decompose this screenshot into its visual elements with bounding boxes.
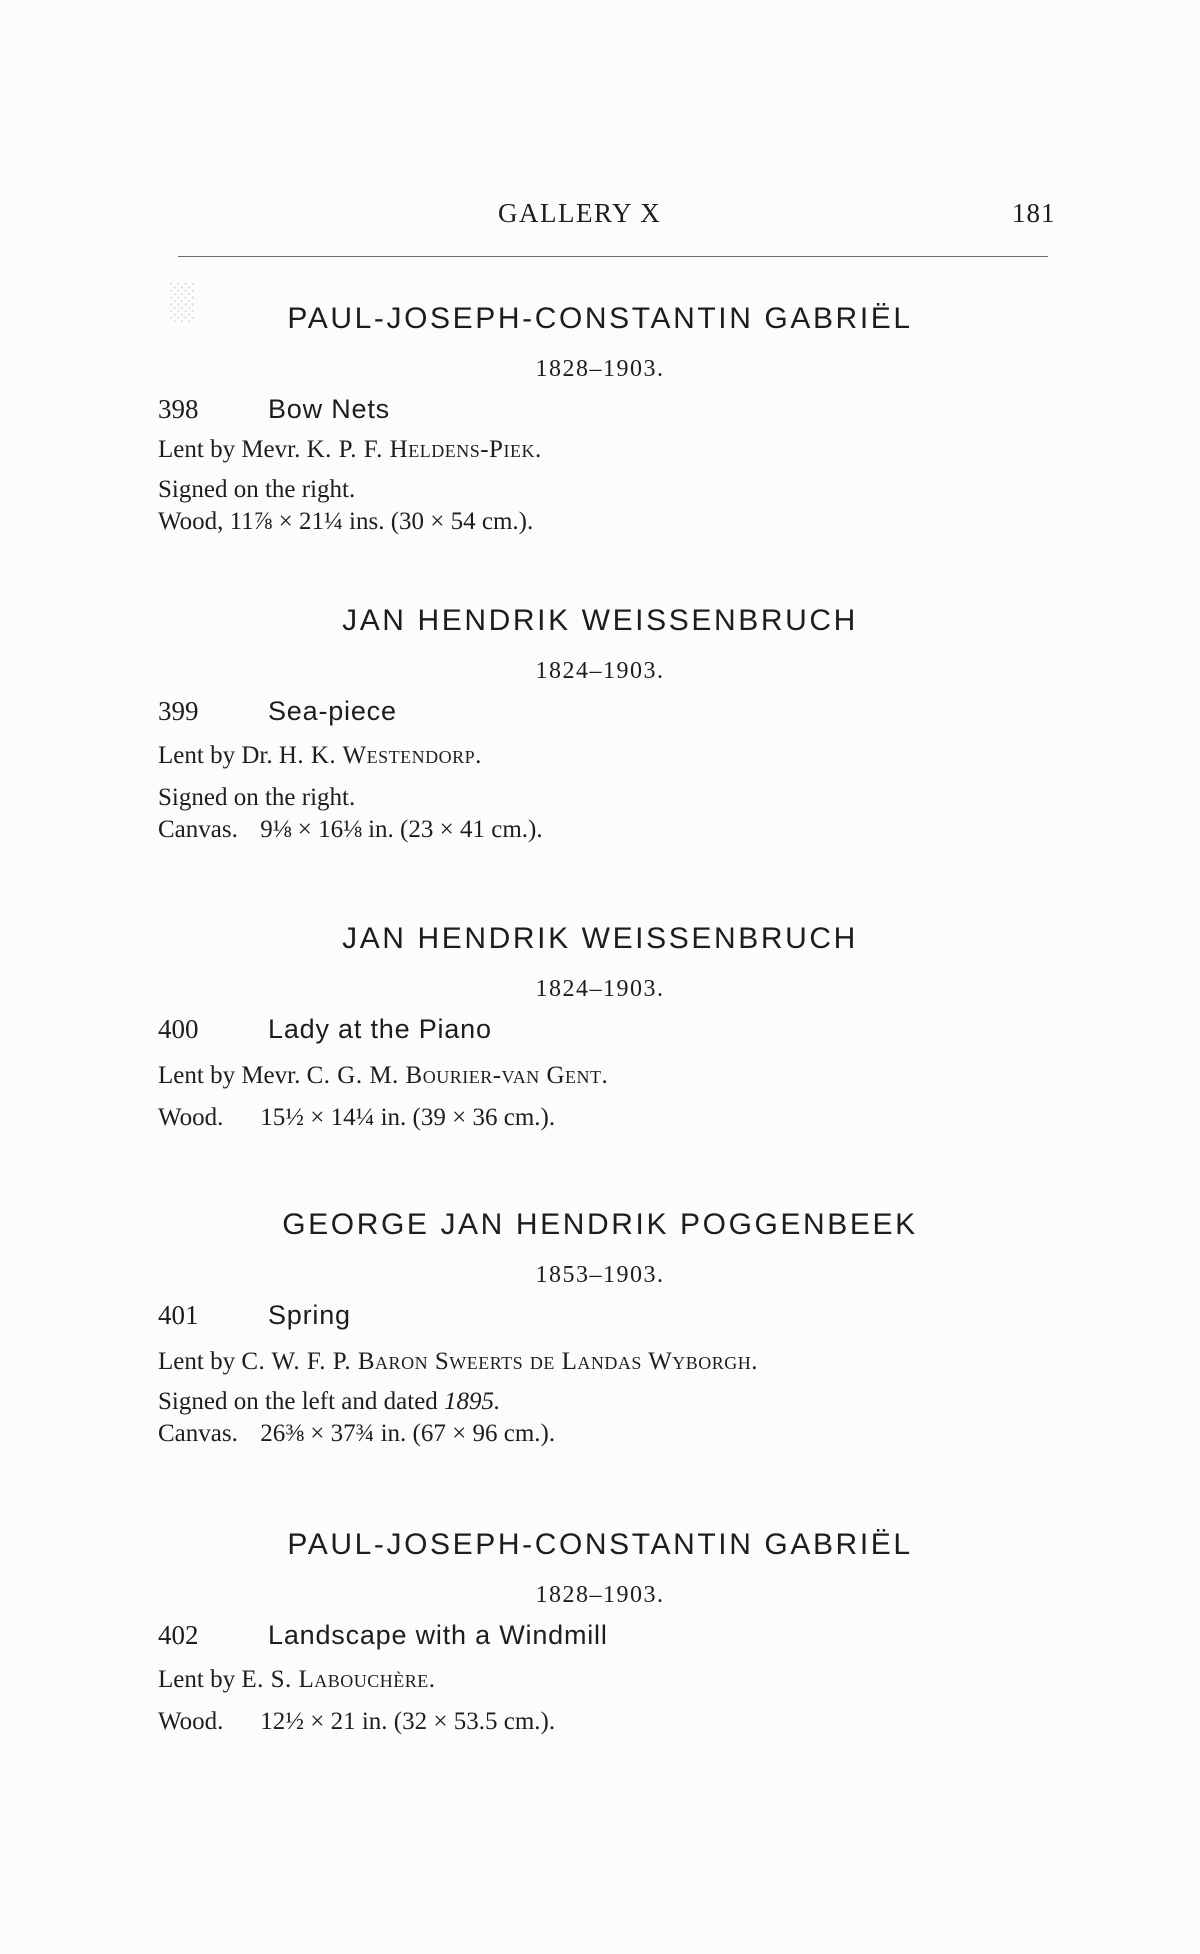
lender-name: C. W. F. P. Baron Sweerts de Landas Wyborgh. (241, 1348, 759, 1375)
catalogue-number: 398 (158, 394, 199, 424)
lender-line (158, 1348, 758, 1376)
lent-prefix: Lent by Dr. (158, 742, 273, 769)
signature-note: Signed on the right. (158, 784, 356, 811)
signature-prefix: Signed on the left and dated (158, 1388, 438, 1415)
lender-line (158, 1666, 436, 1694)
medium: Wood. (158, 1708, 224, 1735)
running-title: GALLERY X (498, 198, 662, 228)
medium: Wood, (158, 508, 224, 535)
artist-dates: 1828–1903. (535, 1582, 665, 1608)
artist-dates: 1824–1903. (535, 658, 665, 684)
lent-prefix: Lent by (158, 1666, 236, 1693)
lender-name: E. S. Labouchère. (241, 1666, 436, 1693)
catalogue-number: 401 (158, 1300, 199, 1330)
dimensions: 9⅛ × 16⅛ in. (23 × 41 cm.). (260, 816, 543, 843)
artist-name: JAN HENDRIK WEISSENBRUCH (342, 604, 858, 637)
lender-name: K. P. F. Heldens-Piek. (306, 436, 542, 463)
signature-year: 1895. (444, 1388, 501, 1415)
lender-name: C. G. M. Bourier-van Gent. (306, 1062, 609, 1089)
medium-line (158, 508, 533, 536)
header-rule (178, 256, 1048, 257)
medium-line (158, 1420, 555, 1448)
medium: Canvas. (158, 816, 238, 843)
dimensions: 11⅞ × 21¼ ins. (30 × 54 cm.). (229, 508, 534, 535)
work-title: Bow Nets (268, 394, 390, 424)
medium: Wood. (158, 1104, 224, 1131)
medium-line (158, 1104, 555, 1132)
running-head (0, 198, 1200, 238)
lent-prefix: Lent by Mevr. (158, 436, 301, 463)
work-title: Spring (268, 1300, 351, 1330)
work-title: Lady at the Piano (268, 1014, 492, 1044)
dimensions: 15½ × 14¼ in. (39 × 36 cm.). (260, 1104, 556, 1131)
artist-name: PAUL-JOSEPH-CONSTANTIN GABRIËL (287, 1528, 913, 1561)
lent-prefix: Lent by (158, 1348, 236, 1375)
lender-line (158, 742, 482, 770)
medium-line (158, 816, 543, 844)
artist-dates: 1824–1903. (535, 976, 665, 1002)
artist-name: GEORGE JAN HENDRIK POGGENBEEK (282, 1208, 918, 1241)
lender-line (158, 1062, 608, 1090)
artist-name: JAN HENDRIK WEISSENBRUCH (342, 922, 858, 955)
dimensions: 26⅜ × 37¾ in. (67 × 96 cm.). (260, 1420, 556, 1447)
artist-dates: 1853–1903. (535, 1262, 665, 1288)
medium: Canvas. (158, 1420, 238, 1447)
dimensions: 12½ × 21 in. (32 × 53.5 cm.). (260, 1708, 556, 1735)
artist-dates: 1828–1903. (535, 356, 665, 382)
lender-line (158, 436, 542, 464)
catalogue-number: 402 (158, 1620, 199, 1650)
catalogue-number: 399 (158, 696, 199, 726)
work-title: Sea-piece (268, 696, 397, 726)
medium-line (158, 1708, 555, 1736)
catalogue-number: 400 (158, 1014, 199, 1044)
signature-note: Signed on the right. (158, 476, 356, 503)
lender-name: H. K. Westendorp. (278, 742, 482, 769)
signature-note (158, 1388, 500, 1416)
lent-prefix: Lent by Mevr. (158, 1062, 301, 1089)
artist-name: PAUL-JOSEPH-CONSTANTIN GABRIËL (287, 302, 913, 335)
show-through: ░ (170, 281, 196, 321)
work-title: Landscape with a Windmill (268, 1620, 608, 1650)
page-number: 181 (1012, 198, 1056, 228)
